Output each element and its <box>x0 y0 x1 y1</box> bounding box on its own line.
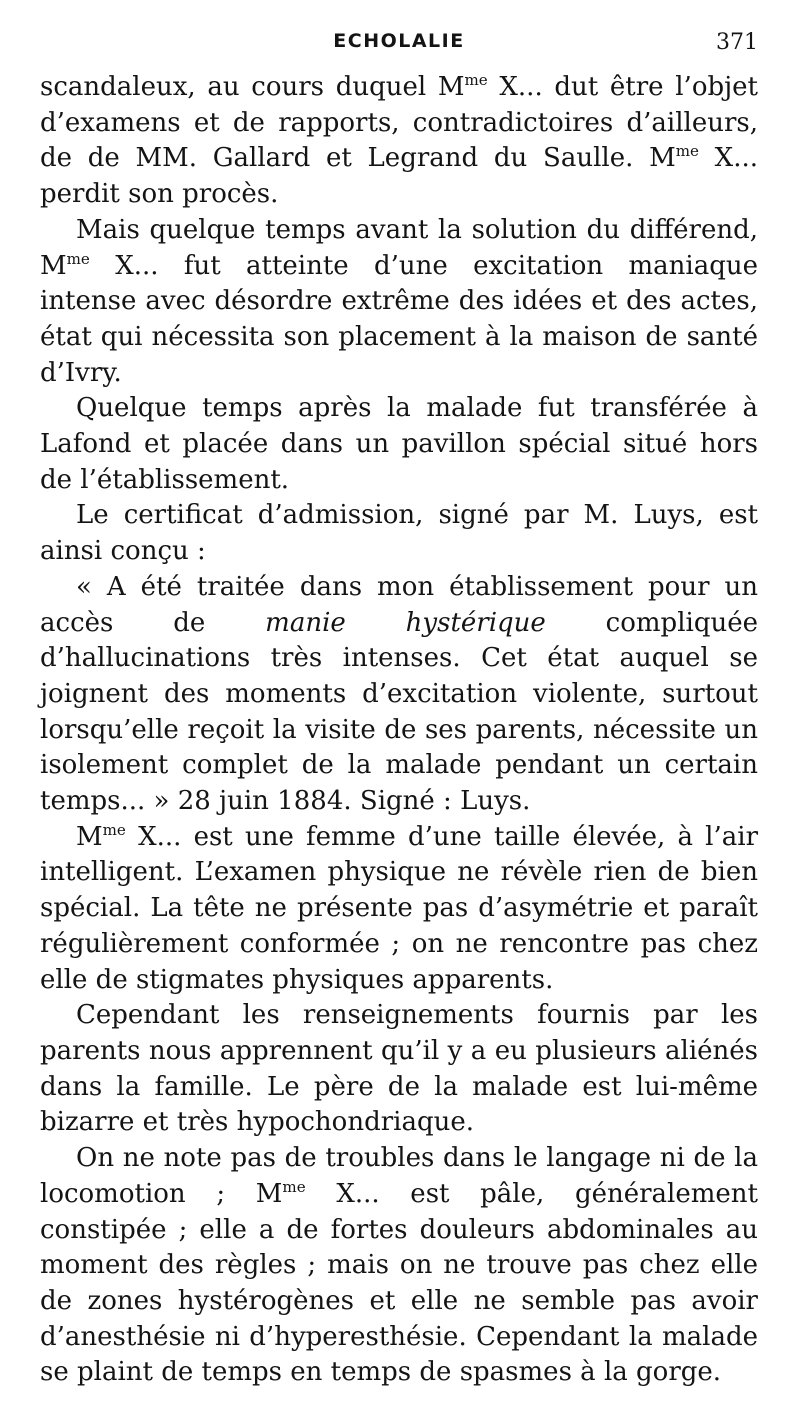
paragraph-7 <box>40 998 758 1141</box>
paragraph-5 <box>40 570 758 820</box>
text-run: X... est pâle, généralement constipée ; elle a de fortes douleurs abdominales au moment des règles ; mais on ne trouve pas chez elle de zones hystérogènes et elle ne semble pas avoir d’anesthésie ni d’hyperesthésie. Cependant la malade se plaint de temps en temps de spasmes à la gorge. <box>40 1178 758 1388</box>
text-run: X... dut être l’objet d’examens et de rapports, contradictoires d’ailleurs, de de MM. Gallard et Legrand du Saulle. M <box>40 72 759 174</box>
running-title: ECHOLALIE <box>333 30 465 52</box>
text-run: Mais quelque temps avant la solution du différend, M <box>40 214 758 281</box>
text-run: compliquée d’hallucinations très intenses. Cet état auquel se joignent des moments d’excitation violente, surtout lorsqu’elle reçoit la visite de ses parents, nécessite un isolement complet de la malade pendant un certain temps... » 28 juin 1884. Signé : Luys. <box>40 607 758 817</box>
paragraph-6 <box>40 820 758 999</box>
text-run: On ne note pas de troubles dans le langage ni de la locomotion ; M <box>40 1143 758 1209</box>
superscript-abbrev: me <box>675 142 699 161</box>
paragraph-3 <box>40 391 758 498</box>
text-run: X... est une femme d’une taille élevée, à l’air intelligent. L’examen physique ne révèle rien de bien spécial. La tête ne présente pas d’asymétrie et paraît régulièrement conformée ; on ne rencontre pas chez elle de stigmates physiques apparents. <box>40 821 758 995</box>
text-run: Le certificat d’admission, signé par M. Luys, est ainsi conçu : <box>40 500 758 567</box>
text-run: X... perdit son procès. <box>40 143 758 210</box>
superscript-abbrev: me <box>464 71 488 90</box>
text-run: Cependant les renseignements fournis par les parents nous apprennent qu’il y a eu plusieurs aliénés dans la famille. Le père de la malade est lui-même bizarre et très hypochondriaque. <box>40 1000 758 1138</box>
text-run: « A été traitée dans mon établissement pour un accès de <box>40 571 758 638</box>
text-run: scandaleux, au cours duquel M <box>40 72 465 102</box>
text-run: X... fut atteinte d’une excitation maniaque intense avec désordre extrême des idées et des actes, état qui nécessita son placement à la maison de santé d’Ivry. <box>40 250 758 388</box>
text-run: Quelque temps après la malade fut transférée à Lafond et placée dans un pavillon spécial situé hors de l’établissement. <box>40 393 758 495</box>
text-run: M <box>76 821 103 852</box>
superscript-abbrev: me <box>102 820 126 839</box>
italic-term: manie hystérique <box>265 607 546 638</box>
paragraph-8 <box>40 1141 758 1391</box>
superscript-abbrev: me <box>66 249 90 268</box>
page-header <box>40 30 758 66</box>
paragraph-2 <box>40 213 758 392</box>
paragraph-4 <box>40 498 758 569</box>
page-number: 371 <box>716 30 758 55</box>
superscript-abbrev: me <box>282 1178 306 1196</box>
paragraph-1 <box>40 70 758 213</box>
body-text <box>40 70 758 1391</box>
